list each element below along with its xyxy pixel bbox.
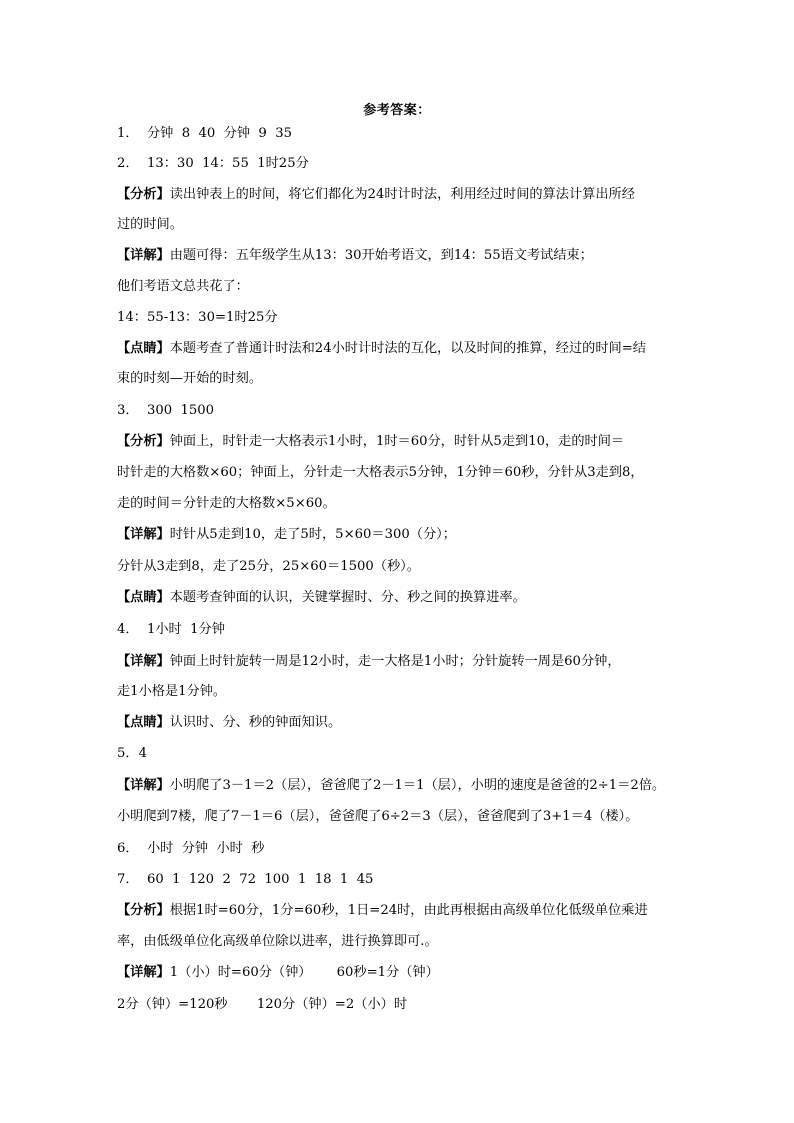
comment-2-line-1: [117, 340, 689, 358]
answer-3: 3． 300 1500: [117, 403, 215, 418]
detail-3-line-2: 分针从3走到8，走了25分，25×60＝1500（秒）。: [117, 559, 420, 574]
answer-1: 1． 分钟 8 40 分钟 9 35: [117, 126, 292, 141]
text: 认识时、分、秒的钟面知识。: [169, 715, 342, 730]
detail-5-line-2: 小明爬到7楼，爬了7－1＝6（层），爸爸爬了6÷2＝3（层），爸爸爬到了3+1＝4（楼）。: [117, 809, 639, 824]
comment-tag: 【点睛】: [117, 341, 170, 356]
text: 小明爬了3－1＝2（层），爸爸爬了2－1＝1（层），小明的速度是爸爸的2÷1＝2倍。: [169, 778, 666, 793]
text: 读出钟表上的时间，将它们都化为24时计时法，利用经过时间的算法计算出所经: [169, 187, 635, 202]
detail-tag: 【详解】: [117, 527, 170, 542]
analysis-7-line-1: [117, 902, 689, 920]
comment-2-line-2: 束的时刻—开始的时刻。: [117, 371, 263, 386]
answer-5: 5．4: [117, 746, 147, 761]
text: 1（小）时=60分（钟） 60秒=1分（钟）: [169, 965, 439, 980]
detail-4-line-1: [117, 653, 689, 671]
page-title: 参考答案：: [363, 103, 431, 118]
analysis-tag: 【分析】: [117, 434, 170, 449]
detail-7-line-1: [117, 964, 689, 982]
analysis-7-line-2: 率，由低级单位化高级单位除以进率，进行换算即可.。: [117, 934, 438, 949]
analysis-3-line-3: 走的时间＝分针走的大格数×5×60。: [117, 496, 336, 511]
text: 时针从5走到10，走了5时，5×60＝300（分）；: [169, 527, 456, 542]
text: 钟面上，时针走一大格表示1小时，1时＝60分，时针从5走到10，走的时间＝: [169, 434, 625, 449]
detail-2-line-3: 14：55-13：30=1时25分: [117, 310, 278, 325]
text: 钟面上时针旋转一周是12小时，走一大格是1小时；分针旋转一周是60分钟，: [169, 654, 621, 669]
answer-2: 2． 13：30 14：55 1时25分: [117, 156, 309, 171]
analysis-tag: 【分析】: [117, 903, 170, 918]
text: 根据1时=60分，1分=60秒，1日=24时，由此再根据由高级单位化低级单位乘进: [169, 903, 648, 918]
analysis-2-line-1: [117, 186, 689, 204]
answer-7: 7． 60 1 120 2 72 100 1 18 1 45: [117, 872, 374, 887]
comment-tag: 【点睛】: [117, 590, 170, 605]
answer-6: 6． 小时 分钟 小时 秒: [117, 841, 265, 856]
analysis-3-line-2: 时针走的大格数×60；钟面上，分针走一大格表示5分钟，1分钟＝60秒，分针从3走到8，: [117, 465, 644, 480]
detail-7-line-2: 2分（钟）=120秒 120分（钟）=2（小）时: [117, 997, 408, 1012]
detail-tag: 【详解】: [117, 778, 170, 793]
detail-tag: 【详解】: [117, 965, 170, 980]
analysis-3-line-1: [117, 433, 689, 451]
detail-5-line-1: [117, 777, 689, 795]
analysis-tag: 【分析】: [117, 187, 170, 202]
comment-4: [117, 714, 689, 732]
analysis-2-line-2: 过的时间。: [117, 217, 183, 232]
comment-tag: 【点睛】: [117, 715, 170, 730]
text: 本题考查了普通计时法和24小时计时法的互化，以及时间的推算，经过的时间=结: [169, 341, 646, 356]
detail-2-line-1: [117, 247, 689, 265]
text: 由题可得：五年级学生从13：30开始考语文，到14：55语文考试结束；: [169, 248, 593, 263]
detail-3-line-1: [117, 526, 689, 544]
answer-4: 4． 1小时 1分钟: [117, 622, 225, 637]
detail-2-line-2: 他们考语文总共花了：: [117, 279, 249, 294]
detail-tag: 【详解】: [117, 654, 170, 669]
detail-4-line-2: 走1小格是1分钟。: [117, 684, 227, 699]
text: 本题考查钟面的认识，关键掌握时、分、秒之间的换算进率。: [169, 590, 526, 605]
detail-tag: 【详解】: [117, 248, 170, 263]
comment-3: [117, 589, 689, 607]
